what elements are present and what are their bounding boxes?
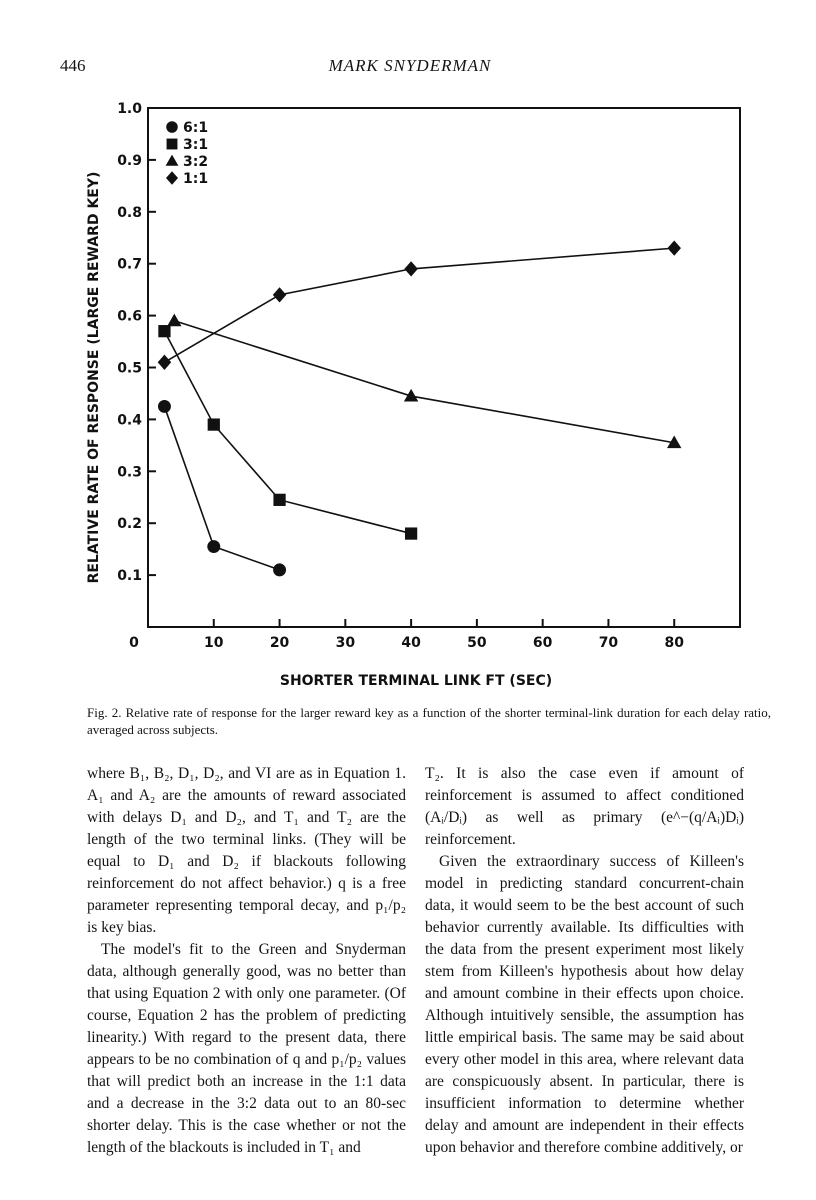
x-tick-label: 80 — [664, 635, 684, 651]
y-tick-label: 0.5 — [117, 360, 142, 377]
x-axis-label: SHORTER TERMINAL LINK FT (SEC) — [279, 673, 553, 689]
data-point-1-to-1 — [158, 355, 172, 370]
x-tick-label: 70 — [598, 635, 619, 651]
paragraph: where B₁, B₂, D₁, D₂, and VI are as in Equation 1. A₁ and A₂ are the amounts of reward associated with delays D₁ and D₂, and T₁ and T₂ are the length of the two terminal links. (They will be equal to D₁ and D₂ if blackouts following reinforcement do not affect behavior.) q is a free parameter representing temporal decay, and p₁/p₂ is key bias. — [87, 765, 406, 936]
data-point-3-to-1 — [158, 325, 170, 337]
x-tick-label: 0 — [129, 635, 139, 651]
data-point-3-to-2 — [167, 314, 181, 327]
left-text-column — [87, 763, 406, 1159]
y-tick-label: 0.4 — [117, 412, 142, 429]
y-tick-label: 1.0 — [117, 101, 142, 117]
running-head: MARK SNYDERMAN — [328, 56, 492, 75]
legend-marker — [166, 171, 178, 185]
plot-frame — [148, 108, 740, 627]
y-tick-label: 0.3 — [117, 464, 142, 481]
legend-marker — [167, 139, 178, 150]
data-point-1-to-1 — [667, 240, 681, 255]
x-tick-label: 20 — [269, 635, 290, 651]
data-point-6-to-1 — [207, 540, 220, 553]
page-header — [60, 56, 760, 80]
y-tick-label: 0.1 — [117, 568, 142, 585]
data-point-6-to-1 — [273, 563, 286, 576]
data-point-3-to-1 — [208, 418, 220, 430]
paragraph: T₂. It is also the case even if amount of reinforcement is assumed to affect conditioned (Aᵢ/Dᵢ) as well as primary (e^−(q/Aᵢ)Dᵢ) reinforcement. — [425, 765, 744, 848]
figure-caption — [87, 704, 771, 738]
y-tick-label: 0.2 — [117, 516, 142, 533]
x-tick-label: 10 — [204, 635, 224, 651]
legend-label: 3:1 — [183, 137, 209, 153]
legend — [166, 120, 208, 187]
series-line-6-to-1 — [164, 406, 279, 569]
data-point-3-to-1 — [405, 527, 417, 539]
paragraph: The model's fit to the Green and Snyderman data, although generally good, was no better than that using Equation 2 with only one parameter. (Of course, Equation 2 has the problem of predicting linearity.) With regard to the present data, there appears to be no combination of q and p₁/p₂ values that will predict both an increase in the 1:1 data and a decrease in the 3:2 data out to an 80-sec shorter delay. This is the case whether or not the length of the blackouts is included in T₁ and — [87, 941, 406, 1156]
x-tick-label: 60 — [532, 635, 553, 651]
x-tick-label: 30 — [335, 635, 356, 651]
series-line-3-to-1 — [164, 331, 411, 533]
page-number: 446 — [60, 56, 86, 75]
data-point-3-to-1 — [273, 494, 285, 506]
y-tick-label: 0.6 — [117, 308, 142, 325]
series-line-1-to-1 — [164, 248, 674, 362]
series-1-to-1 — [158, 240, 681, 369]
x-tick-label: 40 — [401, 635, 421, 651]
y-tick-label: 0.8 — [117, 204, 142, 221]
x-tick-label: 50 — [467, 635, 487, 651]
paragraph: Given the extraordinary success of Killeen's model in predicting standard concurrent-chain data, it would seem to be the best account of such behavior currently available. Its difficulties with the data from the present experiment most likely stem from Killeen's hypothesis about how delay and amount combine in their effects upon choice. Although intuitively sensible, the assumption has little empirical basis. The same may be said about every other model in this area, where relevant data are conspicuously absent. In particular, there is insufficient information to determine whether delay and amount are independent in their effects upon behavior and therefore combine additively, or — [425, 853, 744, 1156]
figure-2-chart — [60, 100, 760, 700]
legend-label: 3:2 — [183, 154, 209, 170]
data-point-6-to-1 — [158, 400, 171, 413]
y-tick-label: 0.9 — [117, 152, 142, 169]
series-6-to-1 — [158, 400, 286, 576]
right-text-column — [425, 763, 744, 1159]
data-point-1-to-1 — [404, 261, 418, 276]
series-3-to-2 — [167, 314, 681, 449]
series-line-3-to-2 — [174, 321, 674, 443]
data-point-1-to-1 — [273, 287, 287, 302]
y-axis-label: RELATIVE RATE OF RESPONSE (LARGE REWARD KEY) — [86, 171, 102, 584]
legend-label: 1:1 — [183, 171, 209, 187]
legend-marker — [166, 155, 179, 166]
legend-label: 6:1 — [183, 120, 209, 136]
legend-marker — [166, 121, 178, 133]
figure-caption-text: Relative rate of response for the larger reward key as a function of the shorter terminal-link duration for each delay ratio, averaged across subjects. — [87, 705, 772, 737]
y-tick-label: 0.7 — [117, 256, 142, 273]
figure-caption-label: Fig. 2. — [87, 705, 122, 720]
